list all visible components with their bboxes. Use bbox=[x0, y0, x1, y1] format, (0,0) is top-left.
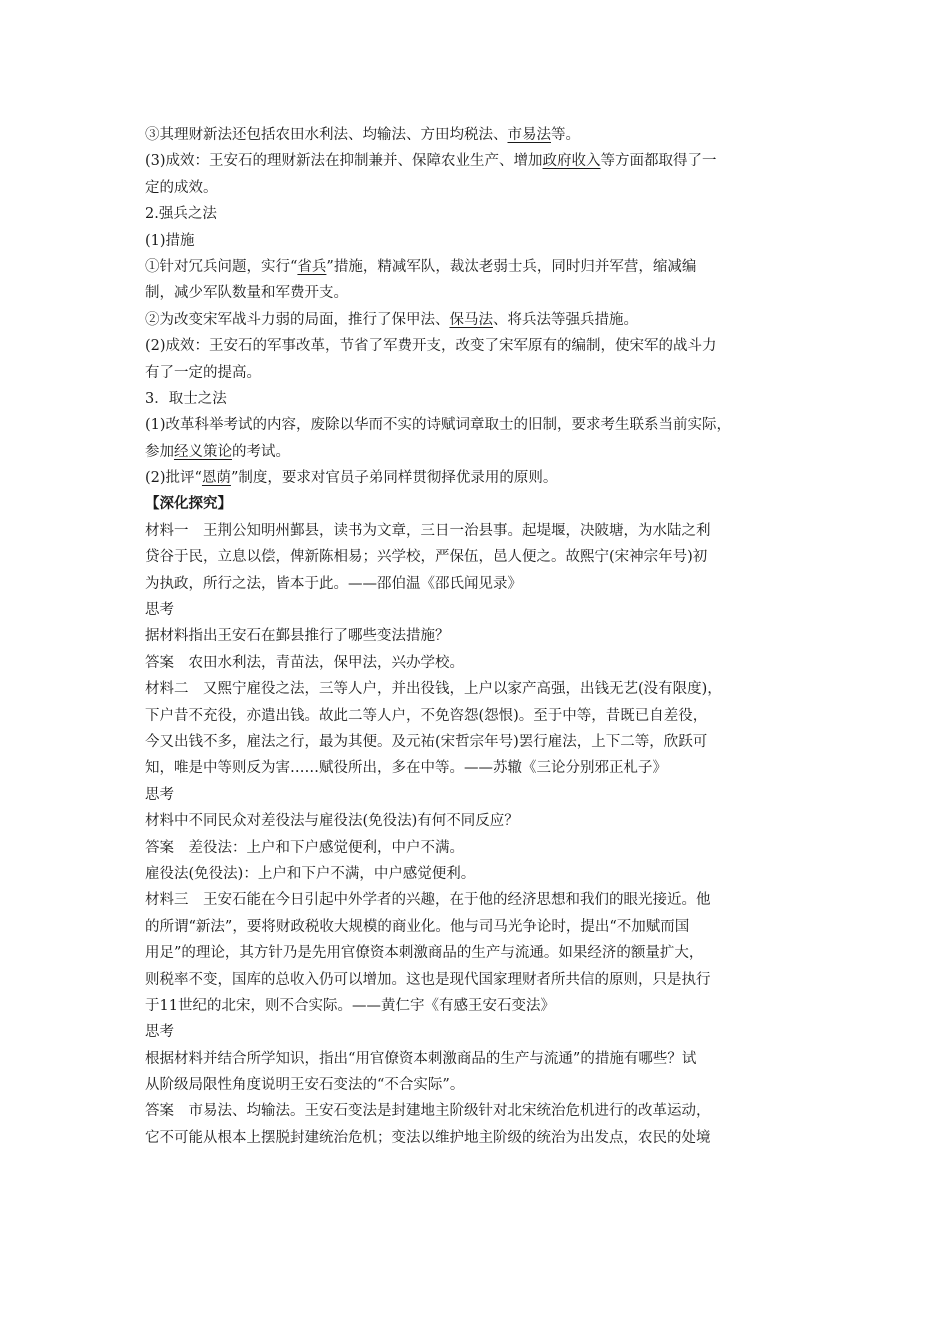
material-line: 材料一 王荆公知明州鄞县，读书为文章，三日一治县事。起堤堰，决陂塘，为水陆之利 bbox=[145, 522, 711, 539]
section-heading: 【深化探究】 bbox=[145, 495, 232, 513]
answer-line: 答案 农田水利法，青苗法，保甲法，兴办学校。 bbox=[145, 654, 464, 671]
underlined-term: 经义策论 bbox=[174, 443, 232, 460]
answer-line: 雇役法(免役法)：上户和下户不满，中户感觉便利。 bbox=[145, 865, 476, 882]
text-line: 制，减少军队数量和军费开支。 bbox=[145, 285, 348, 302]
underlined-term: 省兵 bbox=[297, 258, 327, 275]
question-line: 据材料指出王安石在鄞县推行了哪些变法措施？ bbox=[145, 628, 450, 645]
underlined-term: 保马法 bbox=[449, 311, 493, 328]
text-line: 有了一定的提高。 bbox=[145, 364, 261, 381]
underlined-term: 政府收入 bbox=[542, 153, 601, 170]
question-line: 根据材料并结合所学知识，指出“用官僚资本刺激商品的生产与流通”的措施有哪些？试 bbox=[145, 1050, 697, 1067]
question-line: 材料中不同民众对差役法与雇役法(免役法)有何不同反应？ bbox=[145, 813, 519, 830]
underlined-term: 市易法 bbox=[507, 127, 551, 143]
question-line: 从阶级局限性角度说明王安石变法的“不合实际”。 bbox=[145, 1077, 465, 1094]
text-line: (2)批评“恩荫”制度，要求对官员子弟同样贯彻择优录用的原则。 bbox=[145, 470, 558, 487]
material-line: 于11世纪的北宋，则不合实际。——黄仁宇《有感王安石变法》 bbox=[145, 997, 555, 1014]
material-line: 用足”的理论，其方针乃是先用官僚资本刺激商品的生产与流通。如果经济的额量扩大， bbox=[145, 945, 704, 962]
section-heading: 2.强兵之法 bbox=[145, 206, 217, 223]
material-line: 下户昔不充役，亦遣出钱。故此二等人户，不免咨怨(怨恨)。至于中等，昔既已自差役， bbox=[145, 707, 708, 724]
material-line: 的所谓“新法”，要将财政税收大规模的商业化。他与司马光争论时，提出“不加赋而国 bbox=[145, 918, 690, 935]
answer-line: 答案 市易法、均输法。王安石变法是封建地主阶级针对北宋统治危机进行的改革运动， bbox=[145, 1103, 711, 1120]
text-line: ①针对冗兵问题，实行“省兵”措施，精减军队，裁汰老弱士兵，同时归并军营，缩减编 bbox=[145, 258, 697, 275]
underlined-term: 恩荫 bbox=[201, 470, 231, 487]
material-line: 则税率不变，国库的总收入仍可以增加。这也是现代国家理财者所共信的原则，只是执行 bbox=[145, 971, 711, 988]
text-line: (3)成效：王安石的理财新法在抑制兼并、保障农业生产、增加政府收入等方面都取得了一 bbox=[145, 153, 717, 170]
document-body bbox=[145, 122, 813, 1151]
material-line: 贷谷于民，立息以偿，俾新陈相易；兴学校，严保伍，邑人便之。故熙宁(宋神宗年号)初 bbox=[145, 549, 708, 566]
material-line: 为执政，所行之法，皆本于此。——邵伯温《邵氏闻见录》 bbox=[145, 575, 522, 592]
answer-line: 答案 差役法：上户和下户感觉便利，中户不满。 bbox=[145, 839, 464, 856]
text-line: (1)措施 bbox=[145, 232, 195, 249]
text-line: ③其理财新法还包括农田水利法、均输法、方田均税法、市易法等。 bbox=[145, 127, 580, 143]
material-line: 今又出钱不多，雇法之行，最为其便。及元祐(宋哲宗年号)罢行雇法，上下二等，欣跃可 bbox=[145, 733, 708, 750]
text-line: 参加经义策论的考试。 bbox=[145, 443, 290, 460]
question-label: 思考 bbox=[145, 602, 174, 619]
question-label: 思考 bbox=[145, 1024, 174, 1041]
answer-line: 它不可能从根本上摆脱封建统治危机；变法以维护地主阶级的统治为出发点，农民的处境 bbox=[145, 1129, 711, 1146]
material-line: 知，唯是中等则反为害……赋役所出，多在中等。——苏辙《三论分别邪正札子》 bbox=[145, 760, 667, 777]
material-line: 材料三 王安石能在今日引起中外学者的兴趣，在于他的经济思想和我们的眼光接近。他 bbox=[145, 892, 711, 909]
text-line: 定的成效。 bbox=[145, 179, 218, 196]
text-line: ②为改变宋军战斗力弱的局面，推行了保甲法、保马法、将兵法等强兵措施。 bbox=[145, 311, 638, 328]
question-label: 思考 bbox=[145, 786, 174, 803]
section-heading: 3．取士之法 bbox=[145, 390, 227, 407]
text-line: (1)改革科举考试的内容，废除以华而不实的诗赋词章取士的旧制，要求考生联系当前实际， bbox=[145, 417, 732, 434]
material-line: 材料二 又熙宁雇役之法，三等人户，并出役钱，上户以家产高强，出钱无艺(没有限度)， bbox=[145, 681, 722, 698]
text-line: (2)成效：王安石的军事改革，节省了军费开支，改变了宋军原有的编制，使宋军的战斗力 bbox=[145, 338, 717, 355]
